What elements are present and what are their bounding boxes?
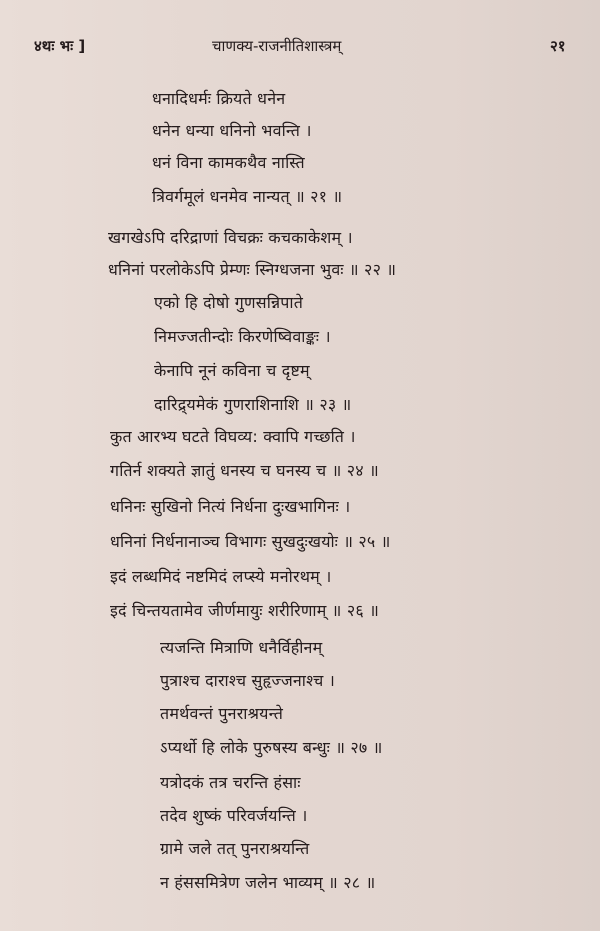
verse-line: ऽप्यर्थो हि लोके पुरुषस्य बन्धुः ॥ २७ ॥ xyxy=(160,738,383,757)
verse-line: तदेव शुष्कं परिवर्जयन्ति । xyxy=(160,806,308,825)
verse-line: इदं लब्धमिदं नष्टमिदं लप्स्ये मनोरथम् । xyxy=(110,567,332,586)
verse-line: न हंससमित्रेण जलेन भाव्यम् ॥ २८ ॥ xyxy=(160,873,376,892)
verse-line: गतिर्न शक्यते ज्ञातुं धनस्य च घनस्य च ॥ २४ ॥ xyxy=(110,461,379,480)
verse-line: यत्रोदकं तत्र चरन्ति हंसाः xyxy=(160,773,301,792)
verse-line: निमज्जतीन्दोः किरणेष्विवाङ्कः । xyxy=(154,327,331,346)
verse-line: तमर्थवन्तं पुनराश्रयन्ते xyxy=(160,704,284,723)
chapter-marker: ४थः भः ] xyxy=(34,37,86,55)
running-header xyxy=(0,36,600,62)
verse-line: दारिद्र्यमेकं गुणराशिनाशि ॥ २३ ॥ xyxy=(154,395,352,414)
verse-line: खगखेऽपि दरिद्राणां विचक्रः कचकाकेशम् । xyxy=(108,228,353,247)
verse-line: धनिनां निर्धनानाञ्च विभागः सुखदुःखयोः ॥ २५ ॥ xyxy=(110,532,391,551)
verse-line: त्रिवर्गमूलं धनमेव नान्यत् ॥ २१ ॥ xyxy=(152,187,343,206)
page-number: २१ xyxy=(550,37,566,55)
verse-line: धनिनः सुखिनो नित्यं निर्धना दुःखभागिनः । xyxy=(110,497,351,516)
verse-line: धनं विना कामकथैव नास्ति xyxy=(152,153,305,172)
verse-line: पुत्राश्च दाराश्च सुहृज्जनाश्च । xyxy=(160,671,336,690)
verse-line: ग्रामे जले तत् पुनराश्रयन्ति xyxy=(160,839,310,858)
verse-line: धनादिधर्मः क्रियते धनेन xyxy=(152,89,286,108)
verse-line: इदं चिन्तयतामेव जीर्णमायुः शरीरिणाम् ॥ २६ ॥ xyxy=(110,601,379,620)
verse-line: एको हि दोषो गुणसन्निपाते xyxy=(154,293,304,312)
verse-line: त्यजन्ति मित्राणि धनैर्विहीनम् xyxy=(160,638,323,657)
verse-line: धनेन धन्या धनिनो भवन्ति । xyxy=(152,121,312,140)
verse-line: कुत आरभ्य घटते विघव्य: क्वापि गच्छति । xyxy=(110,427,356,446)
verse-line: केनापि नूनं कविना च दृष्टम् xyxy=(154,361,310,380)
verse-line: धनिनां परलोकेऽपि प्रेम्णः स्निग्धजना भुवः ॥ २२ ॥ xyxy=(108,260,397,279)
book-title: चाणक्य-राजनीतिशास्त्रम् xyxy=(212,37,342,55)
